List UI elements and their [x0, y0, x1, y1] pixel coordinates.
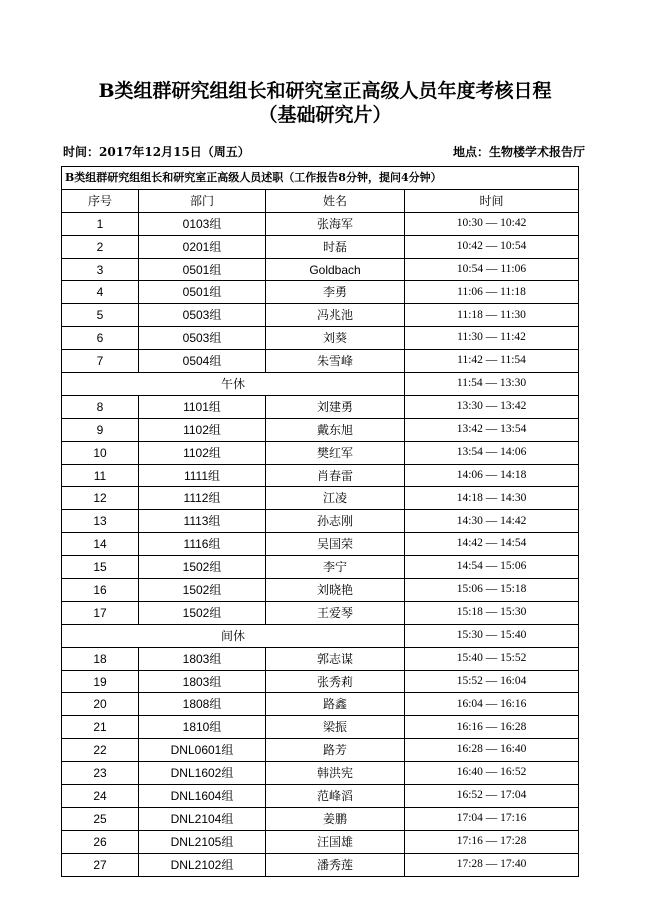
dept-cell: 0501组 [139, 258, 266, 281]
seq-cell: 20 [62, 693, 139, 716]
time-cell: 13:54 — 14:06 [405, 441, 579, 464]
seq-cell: 11 [62, 464, 139, 487]
seq-cell: 13 [62, 510, 139, 533]
table-row [62, 785, 579, 808]
seq-cell: 7 [62, 350, 139, 373]
table-row [62, 418, 579, 441]
time-cell: 16:52 — 17:04 [405, 785, 579, 808]
table-row [62, 647, 579, 670]
location-label: 地点：生物楼学术报告厅 [452, 145, 585, 159]
time-cell: 13:42 — 13:54 [405, 418, 579, 441]
dept-cell: DNL2102组 [139, 853, 266, 876]
name-cell: 王爱琴 [266, 601, 405, 624]
time-cell: 17:16 — 17:28 [405, 830, 579, 853]
name-cell: 吴国荣 [266, 533, 405, 556]
name-cell: 李勇 [266, 281, 405, 304]
dept-cell: 1113组 [139, 510, 266, 533]
name-cell: 孙志刚 [266, 510, 405, 533]
seq-cell: 12 [62, 487, 139, 510]
dept-cell: 1803组 [139, 647, 266, 670]
name-cell: 姜鹏 [266, 807, 405, 830]
name-cell: 李宁 [266, 556, 405, 579]
name-cell: 郭志谋 [266, 647, 405, 670]
document-title: B类组群研究组组长和研究室正高级人员年度考核日程 [98, 80, 552, 102]
table-row [62, 327, 579, 350]
table-row [62, 670, 579, 693]
time-cell: 16:28 — 16:40 [405, 739, 579, 762]
name-cell: 樊红军 [266, 441, 405, 464]
seq-cell: 27 [62, 853, 139, 876]
dept-cell: 0503组 [139, 304, 266, 327]
dept-cell: 0501组 [139, 281, 266, 304]
seq-cell: 16 [62, 579, 139, 602]
seq-cell: 2 [62, 235, 139, 258]
break-row [62, 624, 579, 647]
break-label: 间休 [62, 624, 405, 647]
name-cell: 张海军 [266, 212, 405, 235]
dept-cell: 1808组 [139, 693, 266, 716]
name-cell: 冯兆池 [266, 304, 405, 327]
break-label: 午休 [62, 373, 405, 396]
time-cell: 11:06 — 11:18 [405, 281, 579, 304]
table-row [62, 395, 579, 418]
column-header-time: 时间 [405, 189, 579, 212]
table-row [62, 441, 579, 464]
dept-cell: 1116组 [139, 533, 266, 556]
seq-cell: 10 [62, 441, 139, 464]
dept-cell: 1101组 [139, 395, 266, 418]
time-cell: 15:40 — 15:52 [405, 647, 579, 670]
table-row [62, 762, 579, 785]
dept-cell: 1502组 [139, 601, 266, 624]
name-cell: 刘晓艳 [266, 579, 405, 602]
name-cell: 张秀莉 [266, 670, 405, 693]
dept-cell: DNL2104组 [139, 807, 266, 830]
time-cell: 14:06 — 14:18 [405, 464, 579, 487]
dept-cell: DNL1604组 [139, 785, 266, 808]
name-cell: 韩洪宪 [266, 762, 405, 785]
table-row [62, 830, 579, 853]
dept-cell: 1502组 [139, 556, 266, 579]
seq-cell: 26 [62, 830, 139, 853]
seq-cell: 17 [62, 601, 139, 624]
seq-cell: 15 [62, 556, 139, 579]
time-cell: 15:18 — 15:30 [405, 601, 579, 624]
table-row [62, 212, 579, 235]
break-row [62, 373, 579, 396]
dept-cell: DNL0601组 [139, 739, 266, 762]
time-cell: 10:42 — 10:54 [405, 235, 579, 258]
time-cell: 14:30 — 14:42 [405, 510, 579, 533]
table-row [62, 281, 579, 304]
time-cell: 14:42 — 14:54 [405, 533, 579, 556]
dept-cell: 1111组 [139, 464, 266, 487]
table-row [62, 464, 579, 487]
document-subtitle: （基础研究片） [258, 104, 392, 126]
dept-cell: 1112组 [139, 487, 266, 510]
name-cell: 戴东旭 [266, 418, 405, 441]
schedule-body [62, 167, 579, 877]
time-label: 时间：2017年12月15日（周五） [63, 145, 250, 159]
time-cell: 13:30 — 13:42 [405, 395, 579, 418]
table-row [62, 693, 579, 716]
dept-cell: 1102组 [139, 418, 266, 441]
table-row [62, 853, 579, 876]
table-row [62, 556, 579, 579]
table-row [62, 716, 579, 739]
time-cell: 15:06 — 15:18 [405, 579, 579, 602]
seq-cell: 25 [62, 807, 139, 830]
name-cell: 路芳 [266, 739, 405, 762]
dept-cell: 0503组 [139, 327, 266, 350]
dept-cell: 0504组 [139, 350, 266, 373]
table-row [62, 807, 579, 830]
column-header-dept: 部门 [139, 189, 266, 212]
seq-cell: 23 [62, 762, 139, 785]
time-cell: 16:04 — 16:16 [405, 693, 579, 716]
dept-cell: 1810组 [139, 716, 266, 739]
seq-cell: 21 [62, 716, 139, 739]
time-cell: 15:30 — 15:40 [405, 624, 579, 647]
seq-cell: 3 [62, 258, 139, 281]
dept-cell: 1502组 [139, 579, 266, 602]
table-row [62, 235, 579, 258]
name-cell: 时磊 [266, 235, 405, 258]
name-cell: 江凌 [266, 487, 405, 510]
time-cell: 14:18 — 14:30 [405, 487, 579, 510]
name-cell: 肖春雷 [266, 464, 405, 487]
time-cell: 11:18 — 11:30 [405, 304, 579, 327]
time-cell: 11:54 — 13:30 [405, 373, 579, 396]
seq-cell: 19 [62, 670, 139, 693]
time-cell: 15:52 — 16:04 [405, 670, 579, 693]
seq-cell: 14 [62, 533, 139, 556]
name-cell: 梁振 [266, 716, 405, 739]
seq-cell: 22 [62, 739, 139, 762]
time-cell: 11:30 — 11:42 [405, 327, 579, 350]
dept-cell: 1102组 [139, 441, 266, 464]
section-header-row [62, 167, 579, 190]
table-row [62, 579, 579, 602]
column-header-no: 序号 [62, 189, 139, 212]
seq-cell: 6 [62, 327, 139, 350]
time-cell: 10:30 — 10:42 [405, 212, 579, 235]
table-row [62, 487, 579, 510]
table-row [62, 533, 579, 556]
table-row [62, 739, 579, 762]
dept-cell: 0103组 [139, 212, 266, 235]
name-cell: 范峰滔 [266, 785, 405, 808]
time-cell: 14:54 — 15:06 [405, 556, 579, 579]
seq-cell: 1 [62, 212, 139, 235]
seq-cell: 9 [62, 418, 139, 441]
time-cell: 16:40 — 16:52 [405, 762, 579, 785]
table-row [62, 510, 579, 533]
time-cell: 10:54 — 11:06 [405, 258, 579, 281]
name-cell: 朱雪峰 [266, 350, 405, 373]
time-cell: 16:16 — 16:28 [405, 716, 579, 739]
dept-cell: 1803组 [139, 670, 266, 693]
time-cell: 17:28 — 17:40 [405, 853, 579, 876]
seq-cell: 5 [62, 304, 139, 327]
name-cell: 汪国雄 [266, 830, 405, 853]
section-header: B类组群研究组组长和研究室正高级人员述职（工作报告8分钟，提问4分钟） [62, 167, 579, 190]
name-cell: 刘葵 [266, 327, 405, 350]
seq-cell: 8 [62, 395, 139, 418]
name-cell: 路鑫 [266, 693, 405, 716]
name-cell: 潘秀莲 [266, 853, 405, 876]
time-cell: 17:04 — 17:16 [405, 807, 579, 830]
table-row [62, 304, 579, 327]
column-header-row [62, 189, 579, 212]
table-row [62, 350, 579, 373]
schedule-table [61, 166, 579, 877]
seq-cell: 24 [62, 785, 139, 808]
column-header-name: 姓名 [266, 189, 405, 212]
name-cell: Goldbach [266, 258, 405, 281]
seq-cell: 4 [62, 281, 139, 304]
table-row [62, 601, 579, 624]
name-cell: 刘建勇 [266, 395, 405, 418]
table-row [62, 258, 579, 281]
dept-cell: 0201组 [139, 235, 266, 258]
seq-cell: 18 [62, 647, 139, 670]
dept-cell: DNL2105组 [139, 830, 266, 853]
dept-cell: DNL1602组 [139, 762, 266, 785]
time-cell: 11:42 — 11:54 [405, 350, 579, 373]
